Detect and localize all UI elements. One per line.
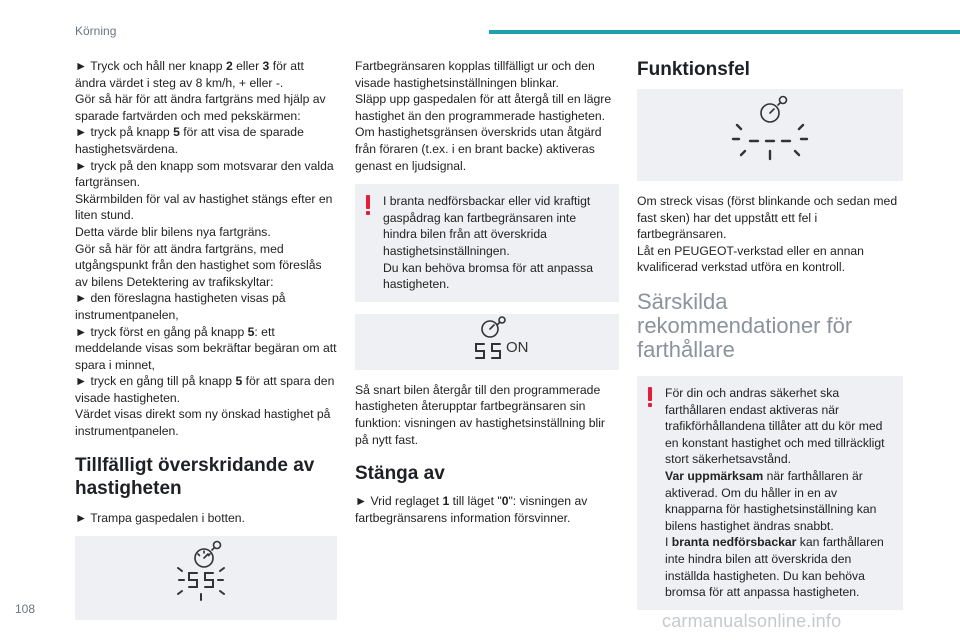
running-header: Körning	[75, 24, 117, 38]
paragraph: Släpp upp gaspedalen för att återgå till en lägre hastighet än den programmerade hastigheten.	[355, 92, 612, 123]
warning-text-attention: Var uppmärksam när farthållaren är aktiverad. Om du håller in en av knapparna för hastighetsinställning kan bilens hastighet ändras snabbt.	[665, 468, 877, 533]
warning-text: För din och andras säkerhet ska farthållaren endast aktiveras när trafikförhållandena tillåter att du kör med en konstant hastighet och med tillräckligt stort säkerhetsavstånd.	[665, 385, 885, 467]
step-press-5: ► tryck på knapp 5 för att visa de sparade hastighetsvärdena.	[75, 125, 304, 156]
section-heading-turn-off: Stänga av	[355, 463, 445, 485]
paragraph: Så snart bilen återgår till den programmerade hastigheten återupptar fartbegränsaren sin funktion: visningen av hastighetsinställning blir på nytt fast.	[355, 382, 605, 447]
figure-speed-on	[355, 314, 619, 370]
speedometer-blink-icon	[141, 536, 271, 620]
paragraph: ► tryck på den knapp som motsvarar den valda fartgränsen.	[75, 158, 334, 190]
paragraph: Låt en PEUGEOT-verkstad eller en annan kvalificerad verkstad utföra en kontroll.	[637, 243, 864, 275]
section-heading-recommendations: Särskilda rekommendationer för farthållare	[637, 288, 853, 362]
step-press-5-once: ► tryck först en gång på knapp 5: ett meddelande visas som bekräftar begäran om att spara i minnet,	[75, 324, 337, 372]
paragraph: Detta värde blir bilens nya fartgräns.	[75, 224, 271, 239]
speedometer-on-icon	[422, 314, 552, 370]
figure-dashes	[637, 89, 903, 181]
column-3	[637, 58, 903, 610]
speedometer-fault-icon	[695, 89, 845, 181]
header-accent-bar	[489, 30, 960, 34]
warning-box-downhill	[355, 184, 619, 302]
warning-box-cruise-control	[637, 376, 903, 610]
section-heading-overspeed: Tillfälligt överskridande av hastigheten	[75, 454, 315, 499]
figure-blinking-speed	[75, 536, 337, 620]
watermark: carmanualsonline.info	[662, 611, 842, 631]
warning-text: I branta nedförsbackar eller vid kraftigt gaspådrag kan fartbegränsaren inte hindra bilen från att överskrida hastighetsinställningen.	[383, 194, 591, 258]
warning-text-downhill: I branta nedförsbackar kan farthållaren inte hindra bilen att överskrida den inställda hastigheten. Du kan behöva bromsa för att anpassa hastigheten.	[665, 535, 884, 600]
paragraph: Gör så här för att ändra fartgräns med hjälp av sparade fartvärden och med pekskärmen:	[75, 92, 326, 123]
paragraph: ► Trampa gaspedalen i botten.	[75, 510, 245, 525]
warning-exclamation-icon	[365, 195, 371, 215]
paragraph: Om streck visas (först blinkande och sedan med fast sken) har det uppstått ett fel i fartbegränsaren.	[637, 194, 898, 242]
warning-text: Du kan behöva bromsa för att anpassa hastigheten.	[383, 260, 594, 292]
paragraph: Värdet visas direkt som ny önskad hastighet på instrumentpanelen.	[75, 407, 331, 439]
paragraph: Skärmbilden för val av hastighet stängs efter en liten stund.	[75, 191, 333, 223]
step-press-5-again: ► tryck en gång till på knapp 5 för att spara den visade hastigheten.	[75, 374, 335, 405]
warning-exclamation-icon	[647, 387, 653, 407]
paragraph: Fartbegränsaren kopplas tillfälligt ur och den visade hastighetsinställningen blinkar.	[355, 59, 595, 90]
display-on-text: ON	[506, 338, 529, 356]
paragraph: ► den föreslagna hastigheten visas på instrumentpanelen,	[75, 291, 286, 322]
page-number: 108	[15, 602, 36, 616]
step-turn-knob: ► Vrid reglaget 1 till läget "0": visningen av fartbegränsarens information försvinner.	[355, 494, 588, 525]
paragraph: Gör så här för att ändra fartgräns, med utgångspunkt från den hastighet som föreslås av bilens Detektering av trafikskyltar:	[75, 241, 322, 289]
section-heading-malfunction: Funktionsfel	[637, 59, 750, 80]
step-hold-button: ► Tryck och håll ner knapp 2 eller 3 för att ändra värdet i steg av 8 km/h, + eller -.	[75, 59, 304, 90]
column-1	[75, 58, 337, 620]
column-2	[355, 58, 619, 526]
paragraph: Om hastighetsgränsen överskrids utan åtgärd från föraren (t.ex. i en brant backe) aktiveras genast en ljudsignal.	[355, 125, 602, 173]
